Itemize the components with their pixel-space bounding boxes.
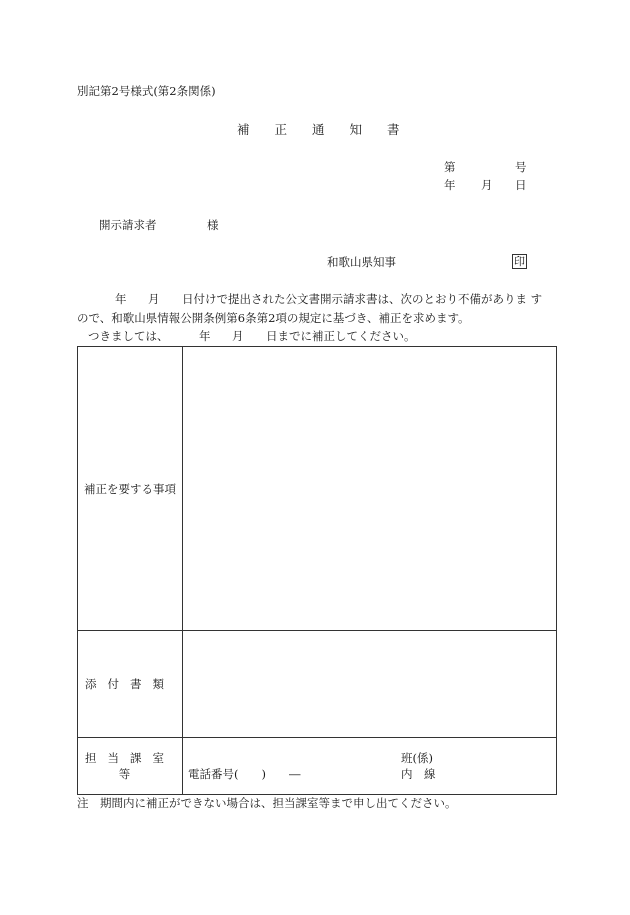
- date-day: 日: [515, 178, 527, 192]
- phone-label: 電話番号( ) ―: [188, 767, 301, 781]
- addressee-label: 開示請求者: [99, 218, 157, 232]
- body-line-3-year: 年: [199, 329, 211, 343]
- attachments-field[interactable]: [183, 631, 557, 738]
- body-line-3-lead: つきましては、: [88, 329, 169, 343]
- date-month: 月: [481, 178, 493, 192]
- document-title: 補 正 通 知 書: [237, 122, 400, 137]
- contact-field[interactable]: [183, 738, 557, 795]
- attachments-label-cell: [78, 631, 183, 738]
- doc-no-suffix: 号: [515, 160, 527, 174]
- table-row-items: [78, 347, 557, 631]
- contact-label: 担当課室等: [85, 751, 175, 781]
- contact-label-cell: [78, 738, 183, 795]
- form-reference: 別記第2号様式(第2条関係): [77, 84, 216, 98]
- body-year: 年: [115, 292, 127, 306]
- body-line-2: ので、和歌山県情報公開条例第6条第2項の規定に基づき、補正を求めます。: [77, 311, 470, 325]
- footer-note: 注 期間内に補正ができない場合は、担当課室等まで申し出てください。: [77, 796, 457, 810]
- body-line-3-month: 月: [232, 329, 244, 343]
- seal-mark: 印: [514, 255, 525, 268]
- table-row-attachments: [78, 631, 557, 738]
- doc-no-prefix: 第: [444, 160, 456, 174]
- table-row-contact: [78, 738, 557, 795]
- addressee-honorific: 様: [207, 218, 219, 232]
- body-line-1: 日付けで提出された公文書開示請求書は、次のとおり不備がありま す: [182, 292, 543, 306]
- date-year: 年: [444, 178, 456, 192]
- section-label: 班(係): [401, 751, 433, 765]
- correction-table: [77, 346, 557, 795]
- extension-label: 内 線: [401, 767, 436, 781]
- body-line-3-rest: 日までに補正してください。: [266, 329, 416, 343]
- items-label: 補正を要する事項: [84, 481, 176, 496]
- items-label-cell: [78, 347, 183, 631]
- items-field[interactable]: [183, 347, 557, 631]
- sender-name: 和歌山県知事: [327, 255, 396, 269]
- body-month: 月: [148, 292, 160, 306]
- attachments-label: 添付書類: [85, 677, 175, 691]
